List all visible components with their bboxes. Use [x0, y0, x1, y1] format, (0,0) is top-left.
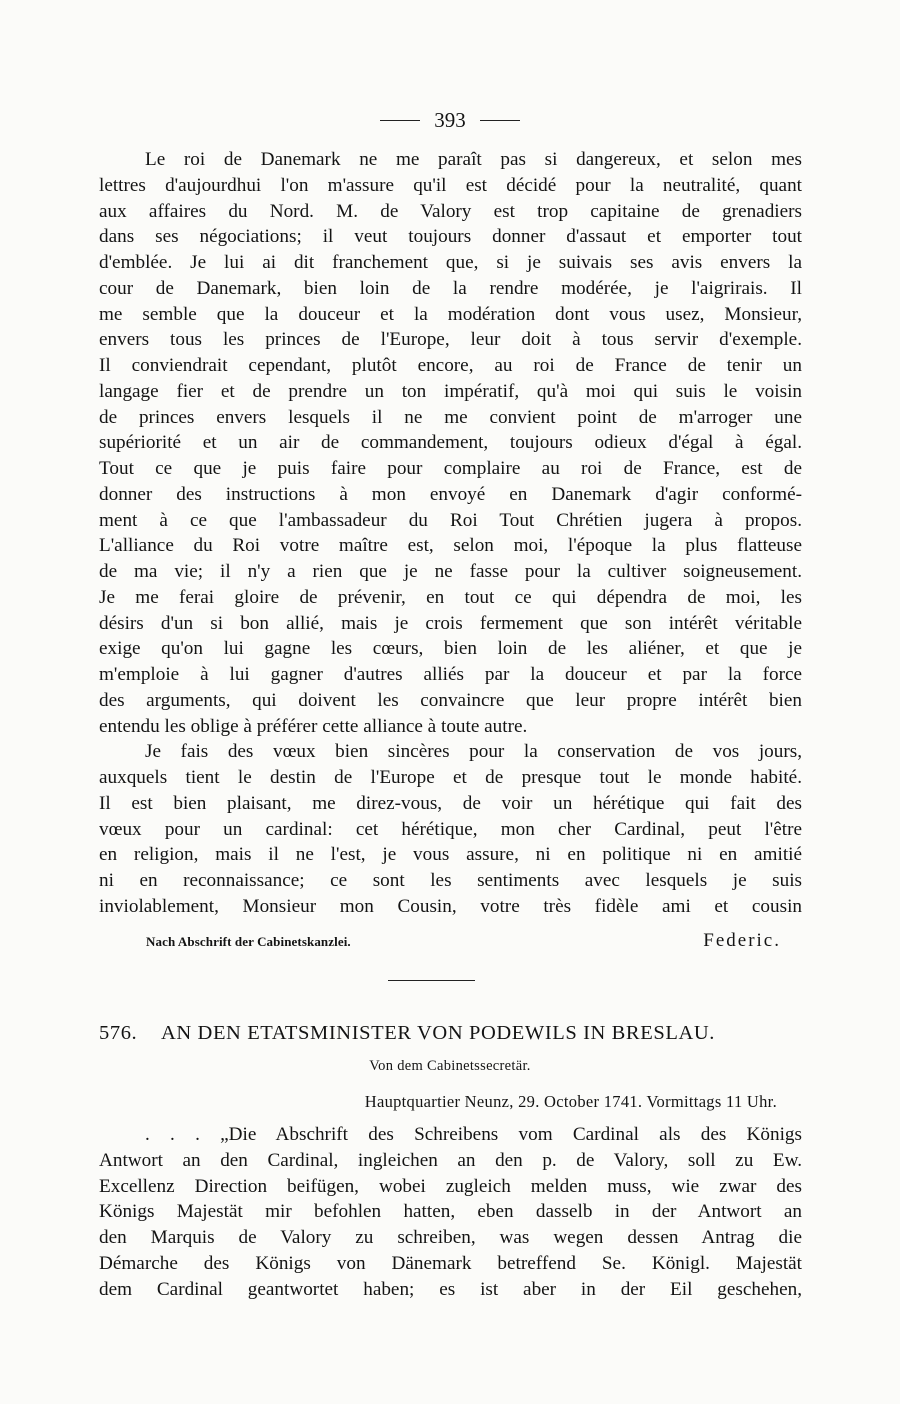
- text-line: langage fier et de prendre un ton impératif, qu'à moi qui suis le voisin: [99, 380, 802, 402]
- text-line: exige qu'on lui gagne les cœurs, bien loin de les aliéner, et que je: [99, 638, 802, 660]
- document-subheading: Von dem Cabinetssecretär.: [369, 1058, 531, 1074]
- header-rule-left: [380, 120, 420, 121]
- text-line: auxquels tient le destin de l'Europe et de presque tout le monde habité.: [99, 767, 802, 788]
- text-line: Démarche des Königs von Dänemark betreffend Se. Königl. Majestät: [99, 1252, 802, 1274]
- text-line: désirs d'un si bon allié, mais je crois fermement que son intérêt véritable: [99, 612, 802, 634]
- text-line: inviolablement, Monsieur mon Cousin, votre très fidèle ami et cousin: [99, 895, 802, 917]
- page-number: 393: [434, 107, 466, 132]
- document-heading: [99, 1022, 802, 1052]
- text-line: ment à ce que l'ambassadeur du Roi Tout Chrétien jugera à propos.: [99, 509, 802, 531]
- text-line: Il conviendrait cependant, plutôt encore, au roi de France de tenir un: [99, 355, 802, 376]
- document-dateline: Hauptquartier Neunz, 29. October 1741. Vormittags 11 Uhr.: [364, 1092, 777, 1111]
- document-number: 576.: [99, 1022, 138, 1044]
- text-line: entendu les oblige à préférer cette alliance à toute autre.: [99, 715, 528, 737]
- text-line: me semble que la douceur et la modération dont vous usez, Monsieur,: [99, 303, 802, 325]
- section-divider: [388, 980, 475, 981]
- text-line: vœux pour un cardinal: cet hérétique, mon cher Cardinal, peut l'être: [99, 818, 802, 840]
- text-line: des arguments, qui doivent les convaincre que leur propre intérêt bien: [99, 689, 802, 711]
- letter-signoff: [146, 930, 781, 954]
- text-line: Königs Majestät mir befohlen hatten, eben dasselb in der Antwort an: [99, 1201, 802, 1223]
- text-line: L'alliance du Roi votre maître est, selon moi, l'époque la plus flatteuse: [99, 535, 802, 557]
- text-line: Je me ferai gloire de prévenir, en tout ce qui dépendra de moi, les: [99, 586, 802, 608]
- text-line: aux affaires du Nord. M. de Valory est trop capitaine de grenadiers: [99, 200, 802, 222]
- text-line: den Marquis de Valory zu schreiben, was wegen dessen Antrag die: [99, 1227, 802, 1248]
- letter-continuation-text: [99, 147, 802, 920]
- text-line: ni en reconnaissance; ce sont les sentiments avec lesquels je suis: [99, 870, 802, 891]
- signature: Federic.: [703, 930, 781, 951]
- text-line: supériorité et un air de commandement, toujours odieux d'égal à égal.: [99, 432, 802, 454]
- text-line: envers tous les princes de l'Europe, leur doit à tous servir d'exemple.: [99, 329, 802, 351]
- page-header: [0, 104, 900, 136]
- text-line: Je fais des vœux bien sincères pour la conservation de vos jours,: [145, 741, 802, 763]
- text-line: donner des instructions à mon envoyé en Danemark d'agir conformé-: [99, 483, 802, 505]
- text-line: cour de Danemark, bien loin de la rendre modérée, je l'aigrirais. Il: [99, 277, 802, 299]
- text-line: de ma vie; il n'y a rien que je ne fasse pour la cultiver soigneusement.: [99, 561, 802, 582]
- text-line: de princes envers lesquels il ne me convient point de m'arroger une: [99, 406, 802, 428]
- text-line: en religion, mais il ne l'est, je vous assure, ni en politique ni en amitié: [99, 844, 802, 866]
- source-note: Nach Abschrift der Cabinetskanzlei.: [146, 934, 351, 949]
- text-line: dem Cardinal geantwortet haben; es ist aber in der Eil geschehen,: [99, 1278, 802, 1300]
- text-line: dans ses négociations; il veut toujours donner d'assaut et emporter tout: [99, 226, 802, 248]
- text-line: Tout ce que je puis faire pour complaire au roi de France, est de: [99, 458, 802, 479]
- text-line: Antwort an den Cardinal, ingleichen an den p. de Valory, soll zu Ew.: [99, 1149, 802, 1171]
- document-body-text: [99, 1122, 802, 1302]
- text-line: lettres d'aujourdhui l'on m'assure qu'il est décidé pour la neutralité, quant: [99, 174, 802, 196]
- text-line: m'emploie à lui gagner d'autres alliés par la douceur et par la force: [99, 664, 802, 685]
- text-line: . . . „Die Abschrift des Schreibens vom Cardinal als des Königs: [145, 1124, 802, 1145]
- text-line: d'emblée. Je lui ai dit franchement que, si je suivais ses avis envers la: [99, 252, 802, 273]
- text-line: Le roi de Danemark ne me paraît pas si dangereux, et selon mes: [145, 149, 802, 170]
- text-line: Il est bien plaisant, me direz-vous, de voir un hérétique qui fait des: [99, 792, 802, 814]
- text-line: Excellenz Direction beifügen, wobei zugleich melden muss, wie zwar des: [99, 1175, 802, 1197]
- header-rule-right: [480, 120, 520, 121]
- document-title: AN DEN ETATSMINISTER VON PODEWILS IN BRESLAU.: [161, 1022, 715, 1044]
